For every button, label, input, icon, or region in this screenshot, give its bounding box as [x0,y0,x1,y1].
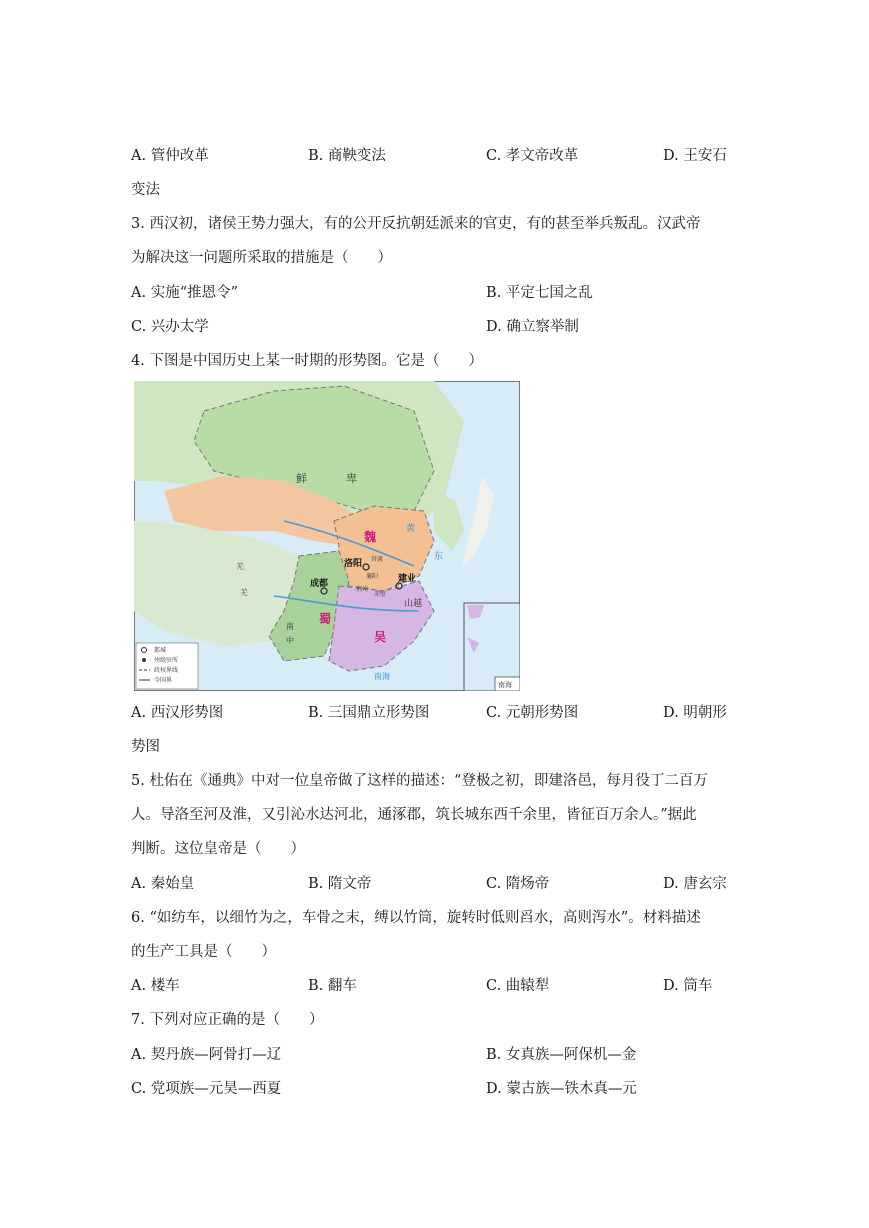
map-label-xianbei-2: 卑 [346,472,357,485]
map-label-jianye: 建业 [398,574,417,584]
legend-regime-border: 政权界线 [154,667,179,674]
map-label-yellow-sea: 黄 [406,524,416,534]
q2-option-d-wrap: 变法 [131,182,160,198]
q5-option-b: B. 隋文帝 [308,876,372,892]
map-label-guandu: 官渡 [371,556,384,563]
map-label-chengdu: 成都 [310,579,329,589]
q6-option-b: B. 翻车 [308,978,357,994]
legend-state-seat: 州级驻所 [154,657,179,664]
q6-stem-line2: 的生产工具是（ ） [131,944,276,960]
legend-modern-border: 今国界 [154,677,173,684]
q6-option-a: A. 楼车 [131,978,180,994]
legend-capital: 都城 [154,647,167,654]
q6-option-c: C. 曲辕犁 [486,978,550,994]
map-label-qiang-2: 羌 [240,588,248,597]
q5-stem-line3: 判断。这位皇帝是（ ） [131,841,305,857]
q5-stem-line1: 5. 杜佑在《通典》中对一位皇帝做了这样的描述：“登极之初，即建洛邑，每月役丁二百万 [131,773,708,789]
q3-option-a: A. 实施“推恩令” [131,285,239,301]
q7-stem: 7. 下列对应正确的是（ ） [131,1012,324,1028]
map-label-chibi: 赤壁 [374,591,387,598]
q2-option-b: B. 商鞅变法 [308,148,386,164]
map-inset-label: 南海 [498,681,512,689]
q2-option-d: D. 王安石 [663,148,727,164]
map-label-south-sea: 南海 [374,672,390,681]
map-label-shanyue: 山越 [404,599,423,609]
map-label-shu: 蜀 [319,612,332,626]
map-label-jingzhou: 荆州 [356,586,369,593]
q2-option-a: A. 管仲改革 [131,148,209,164]
q6-option-d: D. 筒车 [663,978,713,994]
q5-option-c: C. 隋炀帝 [486,876,550,892]
q3-stem-line2: 为解决这一问题所采取的措施是（ ） [131,250,392,266]
q6-stem-line1: 6. “如纺车，以细竹为之，车骨之末，缚以竹筒，旋转时低则舀水，高则泻水”。材料描述 [131,910,701,926]
q7-option-c: C. 党项族—元昊—西夏 [131,1081,282,1097]
map-label-xianbei-1: 鲜 [296,472,307,485]
map-label-nanzhong-1: 南 [286,622,294,631]
map-label-xiangyang: 襄阳 [366,573,379,580]
q7-option-b: B. 女真族—阿保机—金 [486,1047,637,1063]
q7-option-d: D. 蒙古族—铁木真—元 [486,1081,637,1097]
map-label-wu: 吴 [374,630,387,644]
q3-option-d: D. 确立察举制 [486,319,579,335]
q4-option-a: A. 西汉形势图 [131,705,224,721]
map-label-luoyang: 洛阳 [344,559,363,569]
q4-option-d: D. 明朝形 [663,705,727,721]
q5-option-a: A. 秦始皇 [131,876,195,892]
q3-option-b: B. 平定七国之乱 [486,285,593,301]
q4-option-d-wrap: 势图 [131,739,160,755]
map-label-wei: 魏 [364,530,377,544]
q7-option-a: A. 契丹族—阿骨打—辽 [131,1047,282,1063]
q3-stem-line1: 3. 西汉初，诸侯王势力强大，有的公开反抗朝廷派来的官吏，有的甚至举兵叛乱。汉武帝 [131,216,701,232]
map-label-nanzhong-2: 中 [286,636,294,645]
q5-stem-line2: 人。导洛至河及淮，又引沁水达河北，通涿郡，筑长城东西千余里，皆征百万余人。”据此 [131,807,697,823]
q5-option-d: D. 唐玄宗 [663,876,727,892]
q4-option-c: C. 元朝形势图 [486,705,579,721]
q4-stem: 4. 下图是中国历史上某一时期的形势图。它是（ ） [131,353,483,369]
map-label-qiang-1: 羌 [236,562,244,571]
map-label-east-sea: 东 [434,552,444,562]
q3-option-c: C. 兴办太学 [131,319,209,335]
q2-option-c: C. 孝文帝改革 [486,148,579,164]
q4-option-b: B. 三国鼎立形势图 [308,705,430,721]
three-kingdoms-map [134,381,520,691]
